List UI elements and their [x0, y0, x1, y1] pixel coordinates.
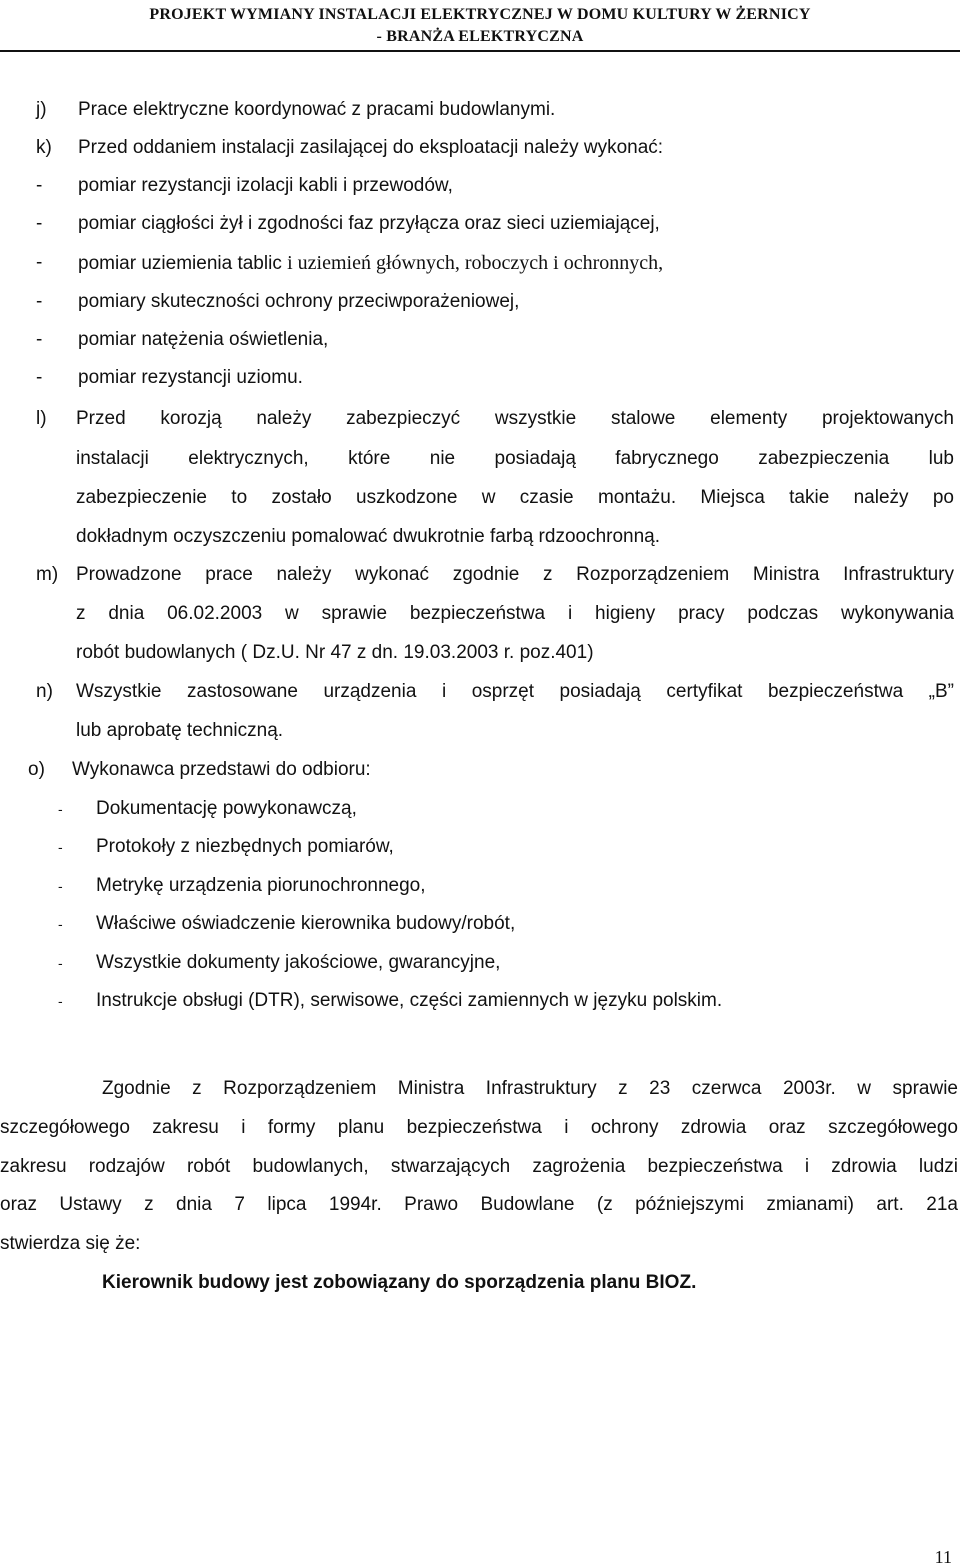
list-item-part-b: i uziemień głównych, roboczych i ochronnych, — [287, 252, 664, 274]
list-item: Metrykę urządzenia piorunochronnego, — [96, 875, 426, 896]
page-header — [0, 4, 960, 48]
list-item-marker: - — [36, 252, 43, 273]
list-item-marker: - — [58, 801, 63, 817]
item-l-line: instalacji elektrycznych, które nie posiadają fabrycznego zabezpieczenia lub — [76, 448, 954, 469]
list-item-marker: - — [58, 993, 63, 1009]
item-m-line: Prowadzone prace należy wykonać zgodnie z Rozporządzeniem Ministra Infrastruktury — [76, 564, 954, 585]
list-item: pomiar natężenia oświetlenia, — [78, 329, 329, 350]
list-item-marker: - — [58, 916, 63, 932]
list-item-marker: - — [58, 839, 63, 855]
item-o-text: Wykonawca przedstawi do odbioru: — [72, 759, 371, 780]
item-n-line: lub aprobatę techniczną. — [76, 720, 284, 741]
list-item: Instrukcje obsługi (DTR), serwisowe, części zamiennych w języku polskim. — [96, 990, 723, 1011]
list-item: Protokoły z niezbędnych pomiarów, — [96, 836, 394, 857]
list-item: Wszystkie dokumenty jakościowe, gwarancyjne, — [96, 952, 501, 973]
item-o-marker: o) — [28, 759, 45, 780]
header-subtitle: - BRANŻA ELEKTRYCZNA — [376, 28, 584, 45]
list-item-marker: - — [36, 291, 43, 312]
item-j-text: Prace elektryczne koordynować z pracami budowlanymi. — [78, 99, 556, 120]
header-divider — [0, 50, 960, 52]
closing-line: zakresu rodzajów robót budowlanych, stwarzających zagrożenia bezpieczeństwa i zdrowia ludzi — [0, 1156, 958, 1177]
item-n-marker: n) — [36, 681, 53, 702]
header-title: PROJEKT WYMIANY INSTALACJI ELEKTRYCZNEJ W DOMU KULTURY W ŻERNICY — [149, 6, 811, 23]
list-item-marker: - — [36, 329, 43, 350]
closing-line: szczegółowego zakresu i formy planu bezpieczeństwa i ochrony zdrowia oraz szczegółowego — [0, 1117, 958, 1138]
closing-line: Zgodnie z Rozporządzeniem Ministra Infrastruktury z 23 czerwca 2003r. w sprawie — [102, 1078, 958, 1099]
page-number: 11 — [934, 1547, 952, 1567]
list-item: pomiar ciągłości żył i zgodności faz przyłącza oraz sieci uziemiającej, — [78, 213, 660, 234]
list-item: pomiary skuteczności ochrony przeciwporażeniowej, — [78, 291, 520, 312]
list-item-marker: - — [58, 955, 63, 971]
closing-line: stwierdza się że: — [0, 1233, 141, 1254]
list-item: Dokumentację powykonawczą, — [96, 798, 357, 819]
item-m-marker: m) — [36, 564, 59, 585]
item-l-marker: l) — [36, 408, 47, 429]
item-m-line: robót budowlanych ( Dz.U. Nr 47 z dn. 19.03.2003 r. poz.401) — [76, 642, 594, 663]
list-item: pomiar rezystancji uziomu. — [78, 367, 303, 388]
item-l-line: Przed korozją należy zabezpieczyć wszystkie stalowe elementy projektowanych — [76, 408, 954, 429]
list-item-marker: - — [58, 878, 63, 894]
item-m-line: z dnia 06.02.2003 w sprawie bezpieczeństwa i higieny pracy podczas wykonywania — [76, 603, 954, 624]
list-item-part-a: pomiar uziemienia tablic — [78, 253, 282, 274]
bioz-statement: Kierownik budowy jest zobowiązany do sporządzenia planu BIOZ. — [102, 1272, 697, 1293]
list-item — [78, 251, 663, 276]
item-k-marker: k) — [36, 137, 52, 158]
list-item-marker: - — [36, 213, 43, 234]
item-n-line: Wszystkie zastosowane urządzenia i osprzęt posiadają certyfikat bezpieczeństwa „B” — [76, 681, 954, 702]
closing-line: oraz Ustawy z dnia 7 lipca 1994r. Prawo Budowlane (z późniejszymi zmianami) art. 21a — [0, 1194, 958, 1215]
item-l-line: dokładnym oczyszczeniu pomalować dwukrotnie farbą rdzoochronną. — [76, 526, 661, 547]
list-item-marker: - — [36, 367, 43, 388]
list-item-marker: - — [36, 175, 43, 196]
item-j-marker: j) — [36, 99, 47, 120]
list-item: pomiar rezystancji izolacji kabli i przewodów, — [78, 175, 453, 196]
list-item: Właściwe oświadczenie kierownika budowy/robót, — [96, 913, 516, 934]
item-k-text: Przed oddaniem instalacji zasilającej do eksploatacji należy wykonać: — [78, 137, 664, 158]
item-l-line: zabezpieczenie to zostało uszkodzone w czasie montażu. Miejsca takie należy po — [76, 487, 954, 508]
